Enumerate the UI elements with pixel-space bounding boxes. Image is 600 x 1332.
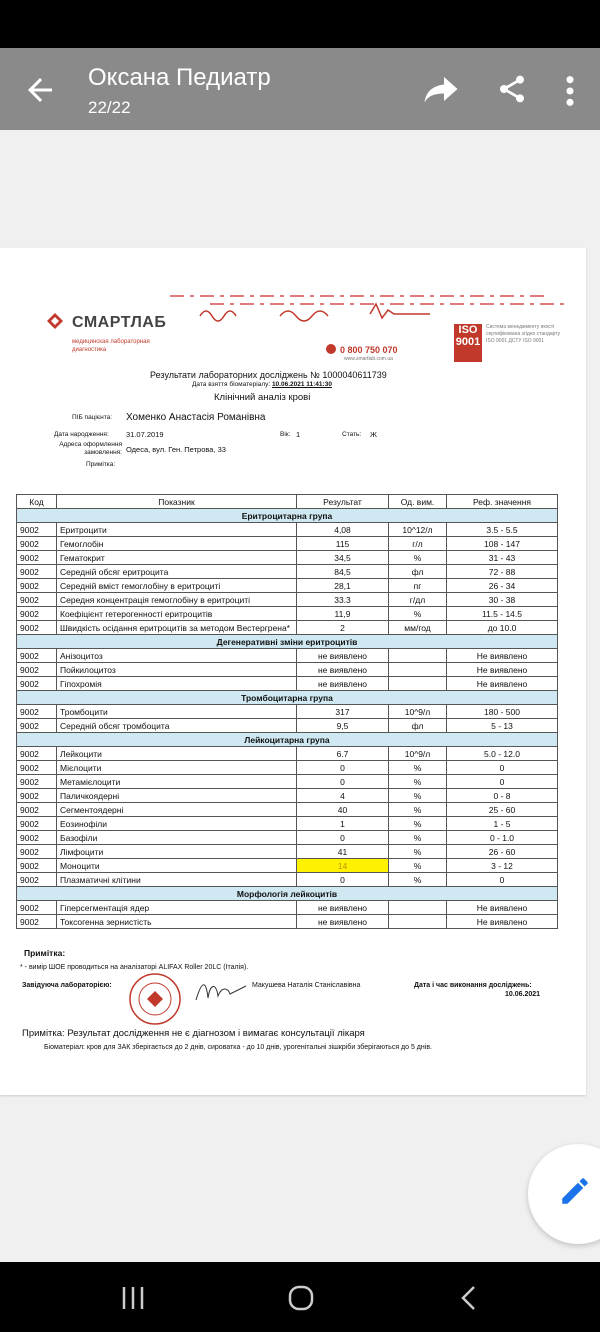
cell-code: 9002	[17, 901, 57, 915]
table-row	[17, 621, 558, 635]
cell-unit: 10^9/л	[389, 747, 447, 761]
cell-unit: %	[389, 607, 447, 621]
results-table	[16, 494, 558, 929]
address-label: Адреса оформлення замовлення:	[59, 441, 122, 456]
cell-code: 9002	[17, 607, 57, 621]
table-row	[17, 649, 558, 663]
cell-unit: фл	[389, 719, 447, 733]
cell-name: Коефіцієнт гетерогенності еритроцитів	[57, 607, 297, 621]
table-row	[17, 593, 558, 607]
cell-name: Гіпохромія	[57, 677, 297, 691]
iso-text: Система менеджменту якості сертифікована згідно стандарту ISO 9001 ДСТУ ISO 9001	[486, 324, 561, 344]
cell-ref: 26 - 60	[447, 845, 558, 859]
footer-storage: Біоматеріал: кров для ЗАК зберігається до 2 днів, сироватка - до 10 днів, урогенітальні зішкріби зберігаються до 5 днів.	[44, 1044, 432, 1051]
cell-name: Тромбоцити	[57, 705, 297, 719]
table-row	[17, 663, 558, 677]
cell-result: 0	[297, 873, 389, 887]
pencil-icon	[558, 1174, 592, 1208]
cell-ref: 26 - 34	[447, 579, 558, 593]
cell-name: Лімфоцити	[57, 845, 297, 859]
table-row	[17, 803, 558, 817]
results-number: Результати лабораторних досліджень № 1000040611739	[150, 370, 387, 380]
cell-name: Сегментоядерні	[57, 803, 297, 817]
group-title: Тромбоцитарна група	[17, 691, 558, 705]
group-title: Морфологія лейкоцитів	[17, 887, 558, 901]
cell-result: 0	[297, 775, 389, 789]
cell-name: Токсогенна зернистість	[57, 915, 297, 929]
cell-result: 9,5	[297, 719, 389, 733]
group-title: Дегенеративні зміни еритроцитів	[17, 635, 558, 649]
cell-ref: Не виявлено	[447, 649, 558, 663]
cell-unit: %	[389, 831, 447, 845]
table-row	[17, 537, 558, 551]
table-row	[17, 873, 558, 887]
cell-code: 9002	[17, 621, 57, 635]
address-value: Одеса, вул. Ген. Петрова, 33	[126, 445, 226, 454]
patient-name: Хоменко Анастасія Романівна	[126, 412, 266, 423]
cell-ref: 30 - 38	[447, 593, 558, 607]
table-row	[17, 565, 558, 579]
table-row	[17, 775, 558, 789]
table-row	[17, 915, 558, 929]
cell-code: 9002	[17, 705, 57, 719]
esr-note: * - вимір ШОЕ проводиться на аналізаторі ALIFAX Roller 20LC (Італія).	[20, 964, 249, 971]
cell-result: не виявлено	[297, 901, 389, 915]
nav-back-icon[interactable]	[454, 1284, 484, 1312]
table-row	[17, 579, 558, 593]
cell-ref: 108 - 147	[447, 537, 558, 551]
status-bar	[0, 0, 600, 48]
cell-code: 9002	[17, 649, 57, 663]
cell-unit	[389, 901, 447, 915]
footer-disclaimer: Примітка: Результат дослідження не є діагнозом і вимагає консультації лікаря	[22, 1028, 365, 1039]
age-value: 1	[296, 430, 301, 439]
cell-ref: Не виявлено	[447, 677, 558, 691]
cell-result: 4,08	[297, 523, 389, 537]
cell-code: 9002	[17, 537, 57, 551]
lab-name: СМАРТЛАБ	[72, 314, 167, 331]
table-row	[17, 719, 558, 733]
cell-code: 9002	[17, 565, 57, 579]
cell-ref: 25 - 60	[447, 803, 558, 817]
cell-code: 9002	[17, 845, 57, 859]
cell-result: 0	[297, 761, 389, 775]
cell-ref: 3 - 12	[447, 859, 558, 873]
column-header: Результат	[297, 495, 389, 509]
cell-ref: 5.0 - 12.0	[447, 747, 558, 761]
cell-result: 33.3	[297, 593, 389, 607]
notes-title: Примітка:	[24, 948, 66, 958]
cell-ref: 31 - 43	[447, 551, 558, 565]
cell-unit	[389, 677, 447, 691]
chat-title: Оксана Педиатр	[88, 64, 271, 91]
group-row	[17, 635, 558, 649]
group-title: Лейкоцитарна група	[17, 733, 558, 747]
cell-name: Середня концентрація гемоглобіну в еритроциті	[57, 593, 297, 607]
cell-ref: 180 - 500	[447, 705, 558, 719]
table-row	[17, 705, 558, 719]
cell-name: Моноцити	[57, 859, 297, 873]
column-header: Показник	[57, 495, 297, 509]
cell-name: Гемоглобін	[57, 537, 297, 551]
cell-result: 28,1	[297, 579, 389, 593]
cell-ref: 0 - 8	[447, 789, 558, 803]
cell-name: Еозинофіли	[57, 817, 297, 831]
cell-code: 9002	[17, 775, 57, 789]
table-row	[17, 845, 558, 859]
cell-code: 9002	[17, 747, 57, 761]
cell-name: Плазматичні клітини	[57, 873, 297, 887]
cell-result: 6.7	[297, 747, 389, 761]
more-vert-icon[interactable]	[560, 74, 580, 108]
column-header: Код	[17, 495, 57, 509]
cell-name: Гематокрит	[57, 551, 297, 565]
cell-code: 9002	[17, 873, 57, 887]
lab-report-document	[0, 248, 586, 1095]
sample-date-line: Дата взяття біоматеріалу: 10.06.2021 11:41:30	[192, 381, 332, 388]
cell-ref: 0 - 1.0	[447, 831, 558, 845]
cell-name: Середній обсяг тромбоцита	[57, 719, 297, 733]
cell-name: Гіперсегментація ядер	[57, 901, 297, 915]
cell-code: 9002	[17, 663, 57, 677]
head-lab-name: Макушева Наталія Станіславівна	[252, 982, 361, 989]
cell-code: 9002	[17, 677, 57, 691]
sex-label: Стать:	[342, 431, 362, 438]
cell-ref: Не виявлено	[447, 663, 558, 677]
cell-ref: 72 - 88	[447, 565, 558, 579]
cell-result: не виявлено	[297, 663, 389, 677]
group-row	[17, 509, 558, 523]
cell-result: 41	[297, 845, 389, 859]
signature-icon	[192, 976, 248, 1006]
page-counter: 22/22	[88, 98, 131, 117]
lab-phone: 0 800 750 070	[326, 344, 398, 355]
cell-result: не виявлено	[297, 649, 389, 663]
cell-result: 2	[297, 621, 389, 635]
table-row	[17, 761, 558, 775]
cell-unit	[389, 915, 447, 929]
table-row	[17, 817, 558, 831]
home-icon[interactable]	[286, 1284, 316, 1312]
cell-result: 1	[297, 817, 389, 831]
cell-unit: %	[389, 775, 447, 789]
cell-name: Еритроцити	[57, 523, 297, 537]
cell-code: 9002	[17, 593, 57, 607]
cell-code: 9002	[17, 915, 57, 929]
table-row	[17, 523, 558, 537]
cell-code: 9002	[17, 523, 57, 537]
cell-code: 9002	[17, 859, 57, 873]
cell-result: 0	[297, 831, 389, 845]
share-icon[interactable]	[496, 72, 528, 106]
cell-name: Лейкоцити	[57, 747, 297, 761]
cell-result: 14	[297, 859, 389, 873]
group-title: Еритроцитарна група	[17, 509, 558, 523]
cell-code: 9002	[17, 789, 57, 803]
smartlab-logo-icon	[44, 310, 66, 332]
group-row	[17, 691, 558, 705]
cell-code: 9002	[17, 719, 57, 733]
cell-name: Базофіли	[57, 831, 297, 845]
cell-result: 11,9	[297, 607, 389, 621]
cell-ref: 0	[447, 873, 558, 887]
cell-result: 34,5	[297, 551, 389, 565]
cell-result: не виявлено	[297, 915, 389, 929]
done-date: 10.06.2021	[505, 991, 541, 998]
cell-unit: фл	[389, 565, 447, 579]
cell-ref: 0	[447, 775, 558, 789]
cell-unit: г/л	[389, 537, 447, 551]
cell-unit: 10^12/л	[389, 523, 447, 537]
cell-ref: Не виявлено	[447, 915, 558, 929]
table-row	[17, 789, 558, 803]
cell-name: Паличкоядерні	[57, 789, 297, 803]
cell-code: 9002	[17, 831, 57, 845]
table-row	[17, 551, 558, 565]
cell-name: Пойкилоцитоз	[57, 663, 297, 677]
cell-name: Анізоцитоз	[57, 649, 297, 663]
cell-ref: 1 - 5	[447, 817, 558, 831]
cell-result: не виявлено	[297, 677, 389, 691]
cell-unit: мм/год	[389, 621, 447, 635]
cell-unit: %	[389, 873, 447, 887]
cell-name: Середній обсяг еритроцита	[57, 565, 297, 579]
cell-code: 9002	[17, 817, 57, 831]
cell-unit: %	[389, 859, 447, 873]
lab-tagline: медицинская лабораторная диагностика	[72, 339, 150, 353]
group-row	[17, 887, 558, 901]
cell-unit	[389, 663, 447, 677]
cell-ref: 0	[447, 761, 558, 775]
cell-unit	[389, 649, 447, 663]
cell-unit: %	[389, 817, 447, 831]
analysis-title: Клінічний аналіз крові	[214, 392, 311, 403]
cell-result: 115	[297, 537, 389, 551]
arrow-back-icon[interactable]	[22, 72, 58, 108]
cell-unit: 10^9/л	[389, 705, 447, 719]
recents-icon[interactable]	[118, 1284, 148, 1312]
cell-unit: %	[389, 803, 447, 817]
done-label: Дата і час виконання досліджень:	[414, 982, 532, 989]
cell-name: Мієлоцити	[57, 761, 297, 775]
cell-result: 4	[297, 789, 389, 803]
table-row	[17, 747, 558, 761]
cell-ref: 5 - 13	[447, 719, 558, 733]
cell-ref: до 10.0	[447, 621, 558, 635]
cell-unit: пг	[389, 579, 447, 593]
column-header: Реф. значення	[447, 495, 558, 509]
cell-unit: %	[389, 761, 447, 775]
cell-ref: Не виявлено	[447, 901, 558, 915]
age-label: Вік:	[280, 431, 291, 438]
lab-seal-icon	[128, 972, 182, 1026]
head-lab-label: Завідуюча лабораторією:	[22, 982, 112, 989]
note-label: Примітка:	[86, 461, 116, 468]
cell-ref: 11.5 - 14.5	[447, 607, 558, 621]
cell-code: 9002	[17, 761, 57, 775]
dob-label: Дата народження:	[54, 431, 109, 438]
app-bar	[0, 48, 600, 130]
forward-icon[interactable]	[422, 74, 460, 104]
cell-result: 40	[297, 803, 389, 817]
patient-name-label: ПІБ пацієнта:	[72, 414, 113, 421]
cell-code: 9002	[17, 803, 57, 817]
table-row	[17, 859, 558, 873]
table-row	[17, 831, 558, 845]
iso-badge: ISO 9001	[454, 324, 482, 362]
cell-name: Метамієлоцити	[57, 775, 297, 789]
cell-unit: %	[389, 845, 447, 859]
cell-ref: 3.5 - 5.5	[447, 523, 558, 537]
navigation-bar	[0, 1262, 600, 1332]
cell-unit: %	[389, 551, 447, 565]
cell-result: 317	[297, 705, 389, 719]
table-row	[17, 901, 558, 915]
table-row	[17, 677, 558, 691]
cell-code: 9002	[17, 579, 57, 593]
column-header: Од. вим.	[389, 495, 447, 509]
lab-logo	[44, 310, 167, 353]
group-row	[17, 733, 558, 747]
cell-unit: г/дл	[389, 593, 447, 607]
cell-result: 84,5	[297, 565, 389, 579]
cell-name: Середній вміст гемоглобіну в еритроциті	[57, 579, 297, 593]
cell-name: Швидкість осідання еритроцитів за методом Вестергрена*	[57, 621, 297, 635]
sex-value: Ж	[370, 430, 377, 439]
table-header-row	[17, 495, 558, 509]
lab-site: www.smartlab.com.ua	[344, 356, 393, 362]
dob-value: 31.07.2019	[126, 430, 164, 439]
table-row	[17, 607, 558, 621]
cell-code: 9002	[17, 551, 57, 565]
cell-unit: %	[389, 789, 447, 803]
